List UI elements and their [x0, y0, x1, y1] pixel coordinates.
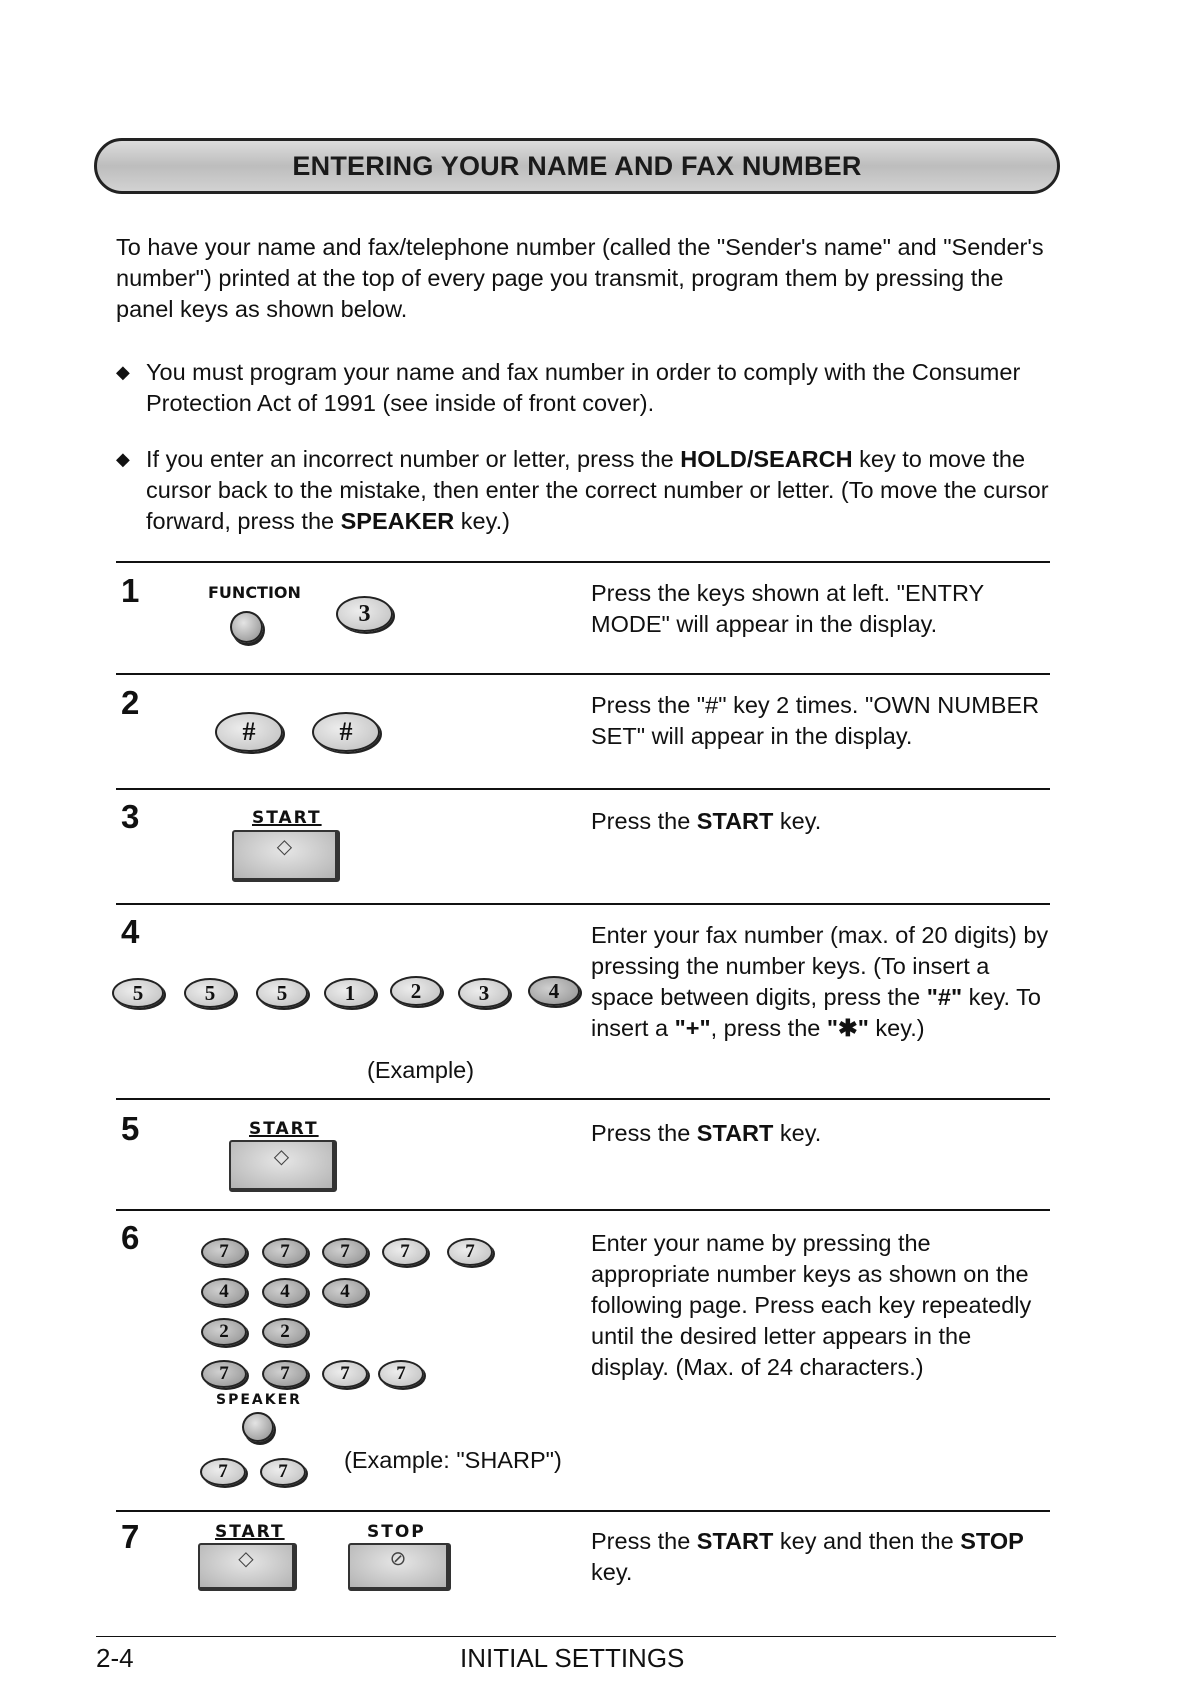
intro-paragraph: To have your name and fax/telephone number (called the "Sender's name" and "Sender's number") printed at the top of every page you transmit, program them by pressing the panel keys as shown below. [116, 234, 1044, 322]
example-caption: (Example) [367, 1057, 475, 1083]
stop-key-icon: ⊘ [348, 1543, 451, 1591]
bullet-correction: ◆ If you enter an incorrect number or letter, press the HOLD/SEARCH key to move the cursor back to the mistake, then enter the correct number or letter. (To move the cursor forward, press the SPEAKER key.) [116, 446, 1049, 534]
step-description: Enter your name by pressing the appropriate number keys as shown on the following page. Press each key repeatedly until the desired letter appears in the display. (Max. of 24 characters.) [591, 1230, 1032, 1380]
speaker-key-label: SPEAKER [216, 1392, 302, 1408]
step-divider [116, 673, 1050, 675]
step-number: 3 [121, 798, 140, 835]
number-key-icon: 2 [201, 1318, 247, 1346]
start-key-label: START [252, 808, 322, 828]
hash-key-icon: # [312, 712, 380, 752]
number-key-icon: 5 [112, 978, 164, 1008]
number-key-icon: 4 [201, 1278, 247, 1306]
start-key-icon: ◇ [198, 1543, 297, 1591]
step-description: Press the keys shown at left. "ENTRY MODE" will appear in the display. [591, 580, 984, 637]
step-description: Press the START key and then the STOP key. [591, 1528, 1024, 1585]
number-key-icon: 5 [184, 978, 236, 1008]
number-key-icon: 7 [200, 1458, 246, 1486]
number-key-icon: 2 [390, 976, 442, 1006]
number-key-icon: 1 [324, 978, 376, 1008]
step-description: Press the START key. [591, 808, 822, 834]
number-key-icon: 7 [201, 1238, 247, 1266]
start-key-icon: ◇ [232, 830, 340, 882]
step-description: Enter your fax number (max. of 20 digits) by pressing the number keys. (To insert a space between digits, press the "#" key. To insert a "+", press the "✱" key.) [591, 922, 1049, 1041]
hash-key-icon: # [215, 712, 283, 752]
number-key-icon: 5 [256, 978, 308, 1008]
step-number: 7 [121, 1518, 140, 1555]
step-divider [116, 1098, 1050, 1100]
title-banner [94, 138, 1060, 194]
start-key-icon: ◇ [229, 1140, 337, 1192]
number-key-icon: 7 [201, 1360, 247, 1388]
number-key-icon: 7 [322, 1238, 368, 1266]
number-key-icon: 4 [528, 976, 580, 1006]
step-divider [116, 561, 1050, 563]
number-key-icon: 7 [382, 1238, 428, 1266]
number-key-icon: 2 [262, 1318, 308, 1346]
number-key-icon: 7 [262, 1238, 308, 1266]
step-divider [116, 1209, 1050, 1211]
example-caption: (Example: "SHARP") [344, 1447, 562, 1473]
number-key-icon: 4 [322, 1278, 368, 1306]
section-title: INITIAL SETTINGS [460, 1643, 685, 1673]
step-divider [116, 788, 1050, 790]
bullet-consumer-act: ◆ You must program your name and fax number in order to comply with the Consumer Protection Act of 1991 (see inside of front cover). [116, 359, 1021, 416]
bullet-diamond-icon: ◆ [116, 449, 130, 469]
step-description: Press the START key. [591, 1120, 822, 1146]
step-number: 6 [121, 1219, 140, 1256]
step-description: Press the "#" key 2 times. "OWN NUMBER SET" will appear in the display. [591, 692, 1040, 749]
step-number: 5 [121, 1110, 140, 1147]
page-title: ENTERING YOUR NAME AND FAX NUMBER [292, 151, 862, 181]
number-key-icon: 7 [260, 1458, 306, 1486]
number-key-icon: 4 [262, 1278, 308, 1306]
step-divider [116, 1510, 1050, 1512]
start-key-label: START [215, 1522, 285, 1542]
step-divider [116, 903, 1050, 905]
step-number: 2 [121, 684, 140, 721]
number-key-icon: 7 [262, 1360, 308, 1388]
number-key-icon: 3 [458, 978, 510, 1008]
function-key-label: FUNCTION [208, 583, 301, 602]
footer-divider [96, 1636, 1056, 1637]
bullet-diamond-icon: ◆ [116, 362, 130, 382]
step-number: 4 [121, 913, 140, 950]
speaker-key-icon [242, 1412, 274, 1442]
page-number: 2-4 [96, 1643, 134, 1673]
number-key-icon: 7 [322, 1360, 368, 1388]
number-key-icon: 7 [447, 1238, 493, 1266]
number-key-icon: 3 [336, 596, 393, 632]
start-key-label: START [249, 1119, 319, 1139]
stop-key-label: STOP [367, 1522, 426, 1542]
step-number: 1 [121, 572, 140, 609]
number-key-icon: 7 [378, 1360, 424, 1388]
function-key-icon [230, 611, 263, 643]
